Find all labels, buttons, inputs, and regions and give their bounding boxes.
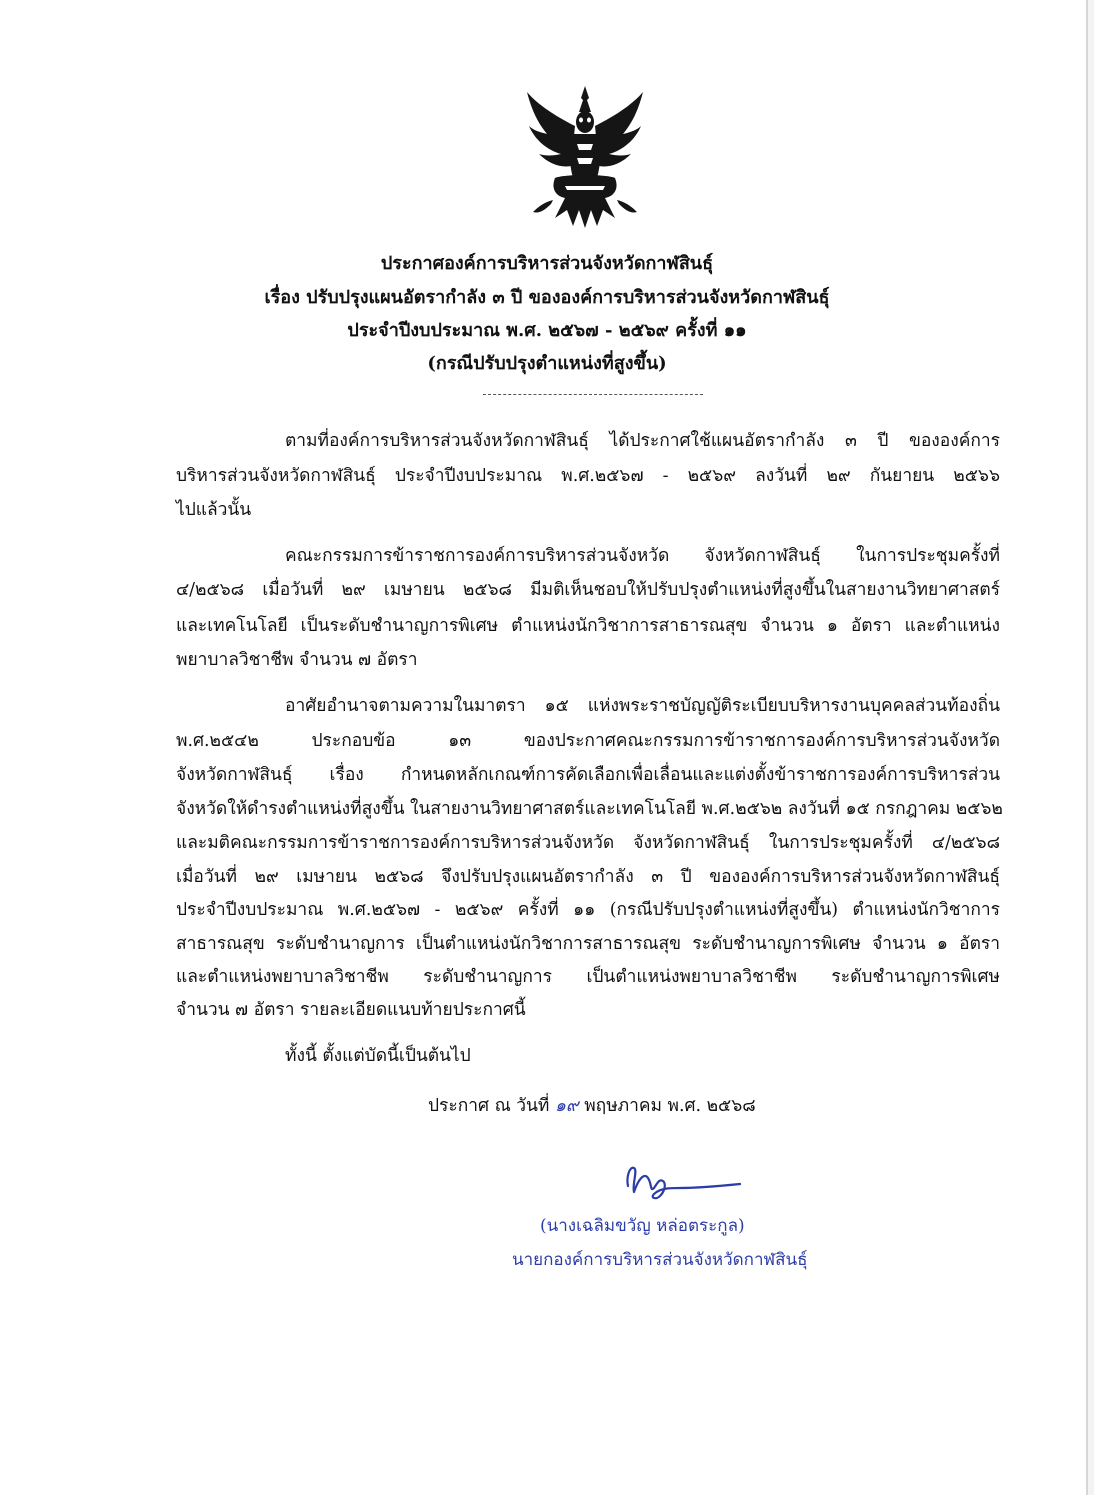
paragraph2-line: ๔/๒๕๖๘ เมื่อวันที่ ๒๙ เมษายน ๒๕๖๘ มีมติเห็นชอบให้ปรับปรุงตำแหน่งที่สูงขึ้นในสายงานวิทยาศาสตร์ xyxy=(176,580,1000,600)
paragraph2-line: พยาบาลวิชาชีพ จำนวน ๗ อัตรา xyxy=(176,650,418,670)
paragraph3-line: อาศัยอำนาจตามความในมาตรา ๑๕ แห่งพระราชบัญญัติระเบียบบริหารงานบุคคลส่วนท้องถิ่น xyxy=(285,696,1000,716)
paragraph1-line: ไปแล้วนั้น xyxy=(176,500,252,520)
fiscal-year-line: ประจำปีงบประมาณ พ.ศ. ๒๕๖๗ - ๒๕๖๙ ครั้งที่ ๑๑ xyxy=(347,320,747,341)
page-edge-line xyxy=(1086,0,1088,1495)
paragraph2-line: คณะกรรมการข้าราชการองค์การบริหารส่วนจังหวัด จังหวัดกาฬสินธุ์ ในการประชุมครั้งที่ xyxy=(285,546,1000,566)
signatory-position: นายกองค์การบริหารส่วนจังหวัดกาฬสินธุ์ xyxy=(512,1250,808,1270)
date-suffix: พฤษภาคม พ.ศ. ๒๕๖๘ xyxy=(578,1096,756,1116)
paragraph2-line: และเทคโนโลยี เป็นระดับชำนาญการพิเศษ ตำแหน่งนักวิชาการสาธารณสุข จำนวน ๑ อัตรา และตำแหน่ง xyxy=(176,616,1000,636)
garuda-emblem-icon xyxy=(525,86,645,234)
signatory-name: (นางเฉลิมขวัญ หล่อตระกูล) xyxy=(540,1216,745,1236)
case-note: (กรณีปรับปรุงตำแหน่งที่สูงขึ้น) xyxy=(427,353,667,374)
date-prefix: ประกาศ ณ วันที่ xyxy=(428,1096,555,1116)
effective-statement: ทั้งนี้ ตั้งแต่บัดนี้เป็นต้นไป xyxy=(285,1046,471,1066)
paragraph3-line: สาธารณสุข ระดับชำนาญการ เป็นตำแหน่งนักวิชาการสาธารณสุข ระดับชำนาญการพิเศษ จำนวน ๑ อัตรา xyxy=(176,934,1000,954)
handwritten-day: ๑๙ xyxy=(554,1096,579,1116)
announcement-date xyxy=(428,1098,756,1115)
paragraph1-line: ตามที่องค์การบริหารส่วนจังหวัดกาฬสินธุ์ ได้ประกาศใช้แผนอัตรากำลัง ๓ ปี ขององค์การ xyxy=(285,431,1000,451)
paragraph1-line: บริหารส่วนจังหวัดกาฬสินธุ์ ประจำปีงบประมาณ พ.ศ.๒๕๖๗ - ๒๕๖๙ ลงวันที่ ๒๙ กันยายน ๒๕๖๖ xyxy=(176,466,1000,486)
paragraph3-line: และตำแหน่งพยาบาลวิชาชีพ ระดับชำนาญการ เป็นตำแหน่งพยาบาลวิชาชีพ ระดับชำนาญการพิเศษ xyxy=(176,967,1000,987)
paragraph3-line: จังหวัดให้ดำรงตำแหน่งที่สูงขึ้น ในสายงานวิทยาศาสตร์และเทคโนโลยี พ.ศ.๒๕๖๒ ลงวันที่ ๑๕ กรกฎาคม ๒๕๖๒ xyxy=(176,799,1003,819)
paragraph3-line: และมติคณะกรรมการข้าราชการองค์การบริหารส่วนจังหวัด จังหวัดกาฬสินธุ์ ในการประชุมครั้งที่ ๔/๒๕๖๘ xyxy=(176,833,1000,853)
dashed-divider xyxy=(483,394,703,395)
paragraph3-line: พ.ศ.๒๕๔๒ ประกอบข้อ ๑๓ ของประกาศคณะกรรมการข้าราชการองค์การบริหารส่วนจังหวัด xyxy=(176,731,1000,751)
paragraph3-line: ประจำปีงบประมาณ พ.ศ.๒๕๖๗ - ๒๕๖๙ ครั้งที่ ๑๑ (กรณีปรับปรุงตำแหน่งที่สูงขึ้น) ตำแหน่งนักวิชาการ xyxy=(176,900,1000,920)
announcement-title: ประกาศองค์การบริหารส่วนจังหวัดกาฬสินธุ์ xyxy=(380,253,714,274)
page-edge xyxy=(1088,0,1094,1495)
paragraph3-line: เมื่อวันที่ ๒๙ เมษายน ๒๕๖๘ จึงปรับปรุงแผนอัตรากำลัง ๓ ปี ขององค์การบริหารส่วนจังหวัดกาฬสินธุ์ xyxy=(176,867,1000,887)
signature-scribble xyxy=(620,1158,750,1203)
paragraph3-line: จังหวัดกาฬสินธุ์ เรื่อง กำหนดหลักเกณฑ์การคัดเลือกเพื่อเลื่อนและแต่งตั้งข้าราชการองค์การบริหารส่วน xyxy=(176,765,1000,785)
paragraph3-line: จำนวน ๗ อัตรา รายละเอียดแนบท้ายประกาศนี้ xyxy=(176,1000,526,1020)
announcement-subject: เรื่อง ปรับปรุงแผนอัตรากำลัง ๓ ปี ขององค์การบริหารส่วนจังหวัดกาฬสินธุ์ xyxy=(264,287,830,308)
